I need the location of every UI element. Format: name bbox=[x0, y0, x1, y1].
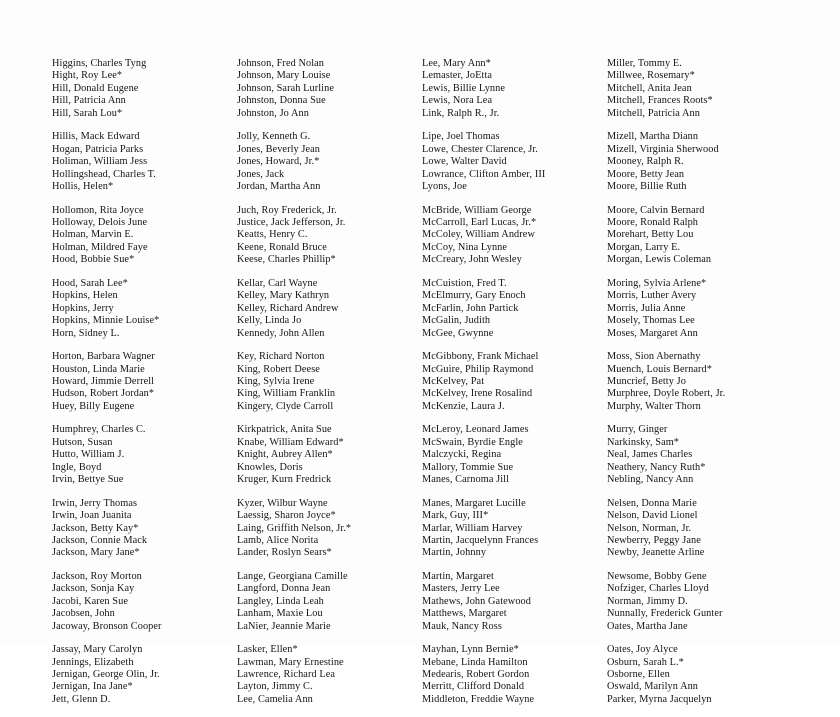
name-group bbox=[52, 498, 237, 560]
name-group bbox=[237, 58, 422, 120]
name-group bbox=[607, 571, 792, 633]
name-group bbox=[422, 571, 607, 633]
list-item: Murry, Ginger bbox=[607, 424, 668, 436]
list-item: Lawrence, Richard Lea bbox=[237, 669, 336, 681]
list-item: Jones, Howard, Jr.* bbox=[237, 156, 320, 168]
list-item: Knight, Aubrey Allen* bbox=[237, 449, 333, 461]
list-item: Hopkins, Helen bbox=[52, 290, 118, 302]
list-item: Horton, Barbara Wagner bbox=[52, 351, 155, 363]
list-item: Morris, Luther Avery bbox=[607, 290, 697, 302]
list-item: Middleton, Freddie Wayne bbox=[422, 693, 535, 705]
list-item: Moring, Sylvia Arlene* bbox=[607, 277, 707, 289]
list-item: McGuire, Philip Raymond bbox=[422, 363, 534, 375]
list-item: Nelson, Norman, Jr. bbox=[607, 522, 692, 534]
list-item: McKelvey, Pat bbox=[422, 375, 485, 387]
list-item: Nelsen, Donna Marie bbox=[607, 497, 697, 509]
list-item: Nunnally, Frederick Gunter bbox=[607, 608, 723, 620]
list-item: Nofziger, Charles Lloyd bbox=[607, 583, 709, 595]
list-item: Lipe, Joel Thomas bbox=[422, 131, 500, 143]
name-group bbox=[237, 278, 422, 340]
list-item: Lander, Roslyn Sears* bbox=[237, 547, 332, 559]
list-item: McCreary, John Wesley bbox=[422, 254, 522, 266]
name-column-1 bbox=[52, 58, 237, 717]
list-item: Hutson, Susan bbox=[52, 436, 113, 448]
list-item: McFarlin, John Partick bbox=[422, 302, 519, 314]
list-item: Lyons, Joe bbox=[422, 181, 467, 193]
list-item: Lewis, Nora Lea bbox=[422, 95, 493, 107]
name-group bbox=[607, 498, 792, 560]
list-item: Mayhan, Lynn Bernie* bbox=[422, 644, 519, 656]
list-item: Moore, Billie Ruth bbox=[607, 181, 687, 193]
list-item: Moore, Ronald Ralph bbox=[607, 216, 699, 228]
list-item: Holman, Mildred Faye bbox=[52, 241, 148, 253]
list-item: Moore, Calvin Bernard bbox=[607, 204, 705, 216]
list-item: Mosely, Thomas Lee bbox=[607, 315, 695, 327]
list-item: Jacoway, Bronson Cooper bbox=[52, 620, 162, 632]
list-item: Lemaster, JoEtta bbox=[422, 70, 493, 82]
list-item: Neathery, Nancy Ruth* bbox=[607, 461, 706, 473]
list-item: Parker, Myrna Jacquelyn bbox=[607, 693, 712, 705]
list-item: Medearis, Robert Gordon bbox=[422, 669, 530, 681]
name-group bbox=[607, 351, 792, 413]
list-item: Newberry, Peggy Jane bbox=[607, 534, 701, 546]
name-group bbox=[52, 351, 237, 413]
list-item: Hillis, Mack Edward bbox=[52, 131, 140, 143]
list-item: Humphrey, Charles C. bbox=[52, 424, 146, 436]
list-item: Hill, Patricia Ann bbox=[52, 95, 126, 107]
list-item: Knowles, Doris bbox=[237, 461, 303, 473]
list-item: Mark, Guy, III* bbox=[422, 510, 489, 522]
list-item: Knabe, William Edward* bbox=[237, 436, 344, 448]
list-item: Nelson, David Lionel bbox=[607, 510, 698, 522]
list-item: Jennings, Elizabeth bbox=[52, 656, 134, 668]
list-item: Martin, Margaret bbox=[422, 570, 495, 582]
list-item: Jones, Jack bbox=[237, 168, 285, 180]
list-item: Hutto, William J. bbox=[52, 449, 125, 461]
list-item: Hudson, Robert Jordan* bbox=[52, 388, 155, 400]
list-item: McGibbony, Frank Michael bbox=[422, 351, 539, 363]
list-item: Houston, Linda Marie bbox=[52, 363, 145, 375]
list-item: Mooney, Ralph R. bbox=[607, 156, 684, 168]
list-item: Ingle, Boyd bbox=[52, 461, 102, 473]
list-item: Hollomon, Rita Joyce bbox=[52, 204, 144, 216]
list-item: Layton, Jimmy C. bbox=[237, 681, 313, 693]
list-item: Lawman, Mary Ernestine bbox=[237, 656, 344, 668]
list-item: Lowe, Chester Clarence, Jr. bbox=[422, 143, 538, 155]
list-item: Jackson, Betty Kay* bbox=[52, 522, 139, 534]
list-item: Hood, Bobbie Sue* bbox=[52, 254, 135, 266]
list-item: McColey, William Andrew bbox=[422, 229, 535, 241]
name-group bbox=[52, 58, 237, 120]
name-group bbox=[52, 205, 237, 267]
name-group bbox=[607, 644, 792, 706]
list-item: LaNier, Jeannie Marie bbox=[237, 620, 331, 632]
name-index-columns bbox=[52, 58, 792, 717]
list-item: Horn, Sidney L. bbox=[52, 327, 120, 339]
list-item: Lowrance, Clifton Amber, III bbox=[422, 168, 546, 180]
list-item: King, William Franklin bbox=[237, 388, 336, 400]
name-group bbox=[52, 424, 237, 486]
list-item: Morris, Julia Anne bbox=[607, 302, 686, 314]
list-item: Mitchell, Patricia Ann bbox=[607, 107, 700, 119]
list-item: Kellar, Carl Wayne bbox=[237, 277, 318, 289]
list-item: Hopkins, Jerry bbox=[52, 302, 114, 314]
list-item: Morgan, Larry E. bbox=[607, 241, 681, 253]
list-item: Nebling, Nancy Ann bbox=[607, 474, 694, 486]
list-item: Juch, Roy Frederick, Jr. bbox=[237, 204, 337, 216]
list-item: Mizell, Virginia Sherwood bbox=[607, 143, 719, 155]
list-item: Laessig, Sharon Joyce* bbox=[237, 510, 336, 522]
name-group bbox=[237, 424, 422, 486]
list-item: Kyzer, Wilbur Wayne bbox=[237, 497, 328, 509]
list-item: Mauk, Nancy Ross bbox=[422, 620, 502, 632]
list-item: Link, Ralph R., Jr. bbox=[422, 107, 500, 119]
name-group bbox=[607, 205, 792, 267]
list-item: Langley, Linda Leah bbox=[237, 595, 324, 607]
list-item: McGee, Gwynne bbox=[422, 327, 494, 339]
list-item: Jordan, Martha Ann bbox=[237, 181, 321, 193]
list-item: Johnson, Fred Nolan bbox=[237, 58, 325, 69]
name-group bbox=[237, 351, 422, 413]
list-item: McCarroll, Earl Lucas, Jr.* bbox=[422, 216, 537, 228]
list-item: Millwee, Rosemary* bbox=[607, 70, 695, 82]
list-item: Jones, Beverly Jean bbox=[237, 143, 321, 155]
list-item: Kelley, Mary Kathryn bbox=[237, 290, 330, 302]
list-item: Hollingshead, Charles T. bbox=[52, 168, 156, 180]
name-group bbox=[422, 131, 607, 193]
list-item: Neal, James Charles bbox=[607, 449, 693, 461]
name-group bbox=[237, 571, 422, 633]
list-item: Murphy, Walter Thorn bbox=[607, 400, 701, 412]
list-item: McCuistion, Fred T. bbox=[422, 277, 507, 289]
list-item: Martin, Johnny bbox=[422, 547, 487, 559]
list-item: Miller, Tommy E. bbox=[607, 58, 682, 69]
list-item: Irwin, Joan Juanita bbox=[52, 510, 132, 522]
list-item: King, Sylvia Irene bbox=[237, 375, 315, 387]
name-column-4 bbox=[607, 58, 792, 717]
list-item: Oates, Martha Jane bbox=[607, 620, 688, 632]
list-item: Jackson, Mary Jane* bbox=[52, 547, 140, 559]
name-group bbox=[52, 131, 237, 193]
list-item: McSwain, Byrdie Engle bbox=[422, 436, 523, 448]
list-item: Lee, Mary Ann* bbox=[422, 58, 491, 69]
list-item: Holman, Marvin E. bbox=[52, 229, 134, 241]
list-item: Moore, Betty Jean bbox=[607, 168, 685, 180]
list-item: Kruger, Kurn Fredrick bbox=[237, 474, 332, 486]
list-item: Manes, Margaret Lucille bbox=[422, 497, 526, 509]
list-item: Kelley, Richard Andrew bbox=[237, 302, 339, 314]
list-item: Jernigan, Ina Jane* bbox=[52, 681, 133, 693]
list-item: Hopkins, Minnie Louise* bbox=[52, 315, 160, 327]
list-item: Manes, Carnoma Jill bbox=[422, 474, 510, 486]
list-item: Keatts, Henry C. bbox=[237, 229, 308, 241]
list-item: Moses, Margaret Ann bbox=[607, 327, 698, 339]
list-item: Lange, Georgiana Camille bbox=[237, 570, 348, 582]
list-item: Johnson, Mary Louise bbox=[237, 70, 331, 82]
list-item: Morgan, Lewis Coleman bbox=[607, 254, 712, 266]
list-item: Justice, Jack Jefferson, Jr. bbox=[237, 216, 346, 228]
list-item: Holiman, William Jess bbox=[52, 156, 148, 168]
list-item: Newby, Jeanette Arline bbox=[607, 547, 705, 559]
name-group bbox=[422, 424, 607, 486]
list-item: McCoy, Nina Lynne bbox=[422, 241, 508, 253]
list-item: Howard, Jimmie Derrell bbox=[52, 375, 155, 387]
list-item: Murphree, Doyle Robert, Jr. bbox=[607, 388, 726, 400]
list-item: McBride, William George bbox=[422, 204, 532, 216]
list-item: Mizell, Martha Diann bbox=[607, 131, 699, 143]
list-item: Moss, Sion Abernathy bbox=[607, 351, 701, 363]
list-item: Matthews, Margaret bbox=[422, 608, 507, 620]
list-item: Jackson, Connie Mack bbox=[52, 534, 148, 546]
list-item: Irwin, Jerry Thomas bbox=[52, 497, 138, 509]
list-item: Norman, Jimmy D. bbox=[607, 595, 688, 607]
name-group bbox=[52, 278, 237, 340]
list-item: Lamb, Alice Norita bbox=[237, 534, 319, 546]
list-item: Oates, Joy Alyce bbox=[607, 644, 678, 656]
list-item: Muench, Louis Bernard* bbox=[607, 363, 712, 375]
list-item: Langford, Donna Jean bbox=[237, 583, 331, 595]
name-group bbox=[607, 424, 792, 486]
name-group bbox=[237, 205, 422, 267]
list-item: Huey, Billy Eugene bbox=[52, 400, 135, 412]
list-item: Mallory, Tommie Sue bbox=[422, 461, 514, 473]
list-item: Key, Richard Norton bbox=[237, 351, 325, 363]
list-item: Kingery, Clyde Carroll bbox=[237, 400, 334, 412]
list-item: Lewis, Billie Lynne bbox=[422, 82, 506, 94]
list-item: Martin, Jacquelynn Frances bbox=[422, 534, 539, 546]
list-item: Masters, Jerry Lee bbox=[422, 583, 500, 595]
list-item: Lee, Camelia Ann bbox=[237, 693, 313, 705]
list-item: McLeroy, Leonard James bbox=[422, 424, 529, 436]
list-item: Osborne, Ellen bbox=[607, 669, 670, 681]
list-item: Laing, Griffith Nelson, Jr.* bbox=[237, 522, 352, 534]
list-item: Jackson, Sonja Kay bbox=[52, 583, 135, 595]
list-item: Jassay, Mary Carolyn bbox=[52, 644, 143, 656]
list-item: Kirkpatrick, Anita Sue bbox=[237, 424, 332, 436]
list-item: Lanham, Maxie Lou bbox=[237, 608, 323, 620]
list-item: Hollis, Helen* bbox=[52, 181, 114, 193]
list-item: Johnston, Jo Ann bbox=[237, 107, 309, 119]
list-item: McElmurry, Gary Enoch bbox=[422, 290, 526, 302]
list-item: Muncrief, Betty Jo bbox=[607, 375, 686, 387]
list-item: Lowe, Walter David bbox=[422, 156, 507, 168]
list-item: Osburn, Sarah L.* bbox=[607, 656, 684, 668]
list-item: Hood, Sarah Lee* bbox=[52, 277, 128, 289]
list-item: Newsome, Bobby Gene bbox=[607, 570, 707, 582]
list-item: Narkinsky, Sam* bbox=[607, 436, 680, 448]
name-group bbox=[52, 644, 237, 706]
list-item: Morehart, Betty Lou bbox=[607, 229, 694, 241]
name-group bbox=[52, 571, 237, 633]
name-group bbox=[422, 644, 607, 706]
name-group bbox=[607, 58, 792, 120]
list-item: McGalin, Judith bbox=[422, 315, 491, 327]
list-item: Mathews, John Gatewood bbox=[422, 595, 532, 607]
name-group bbox=[422, 58, 607, 120]
list-item: Johnston, Donna Sue bbox=[237, 95, 326, 107]
list-item: Mebane, Linda Hamilton bbox=[422, 656, 528, 668]
name-group bbox=[237, 644, 422, 706]
name-group bbox=[422, 498, 607, 560]
name-group bbox=[607, 278, 792, 340]
list-item: Oswald, Marilyn Ann bbox=[607, 681, 699, 693]
list-item: Malczycki, Regina bbox=[422, 449, 502, 461]
list-item: Johnson, Sarah Lurline bbox=[237, 82, 334, 94]
list-item: Hill, Sarah Lou* bbox=[52, 107, 123, 119]
name-column-2 bbox=[237, 58, 422, 717]
list-item: Irvin, Bettye Sue bbox=[52, 474, 124, 486]
list-item: Jett, Glenn D. bbox=[52, 693, 111, 705]
name-column-3 bbox=[422, 58, 607, 717]
list-item: McKenzie, Laura J. bbox=[422, 400, 505, 412]
list-item: Hill, Donald Eugene bbox=[52, 82, 139, 94]
list-item: Kelly, Linda Jo bbox=[237, 315, 302, 327]
list-item: Keese, Charles Phillip* bbox=[237, 254, 336, 266]
name-group bbox=[607, 131, 792, 193]
list-item: Merritt, Clifford Donald bbox=[422, 681, 525, 693]
name-group bbox=[422, 205, 607, 267]
list-item: Mitchell, Frances Roots* bbox=[607, 95, 713, 107]
list-item: Jacobi, Karen Sue bbox=[52, 595, 128, 607]
list-item: Holloway, Delois June bbox=[52, 216, 148, 228]
list-item: Jacobsen, John bbox=[52, 608, 115, 620]
name-group bbox=[237, 498, 422, 560]
list-item: Hogan, Patricia Parks bbox=[52, 143, 144, 155]
list-item: Jackson, Roy Morton bbox=[52, 570, 142, 582]
list-item: Marlar, William Harvey bbox=[422, 522, 523, 534]
list-item: Keene, Ronald Bruce bbox=[237, 241, 327, 253]
list-item: Higgins, Charles Tyng bbox=[52, 58, 147, 69]
list-item: Lasker, Ellen* bbox=[237, 644, 298, 656]
list-item: Hight, Roy Lee* bbox=[52, 70, 123, 82]
list-item: King, Robert Deese bbox=[237, 363, 320, 375]
name-group bbox=[422, 351, 607, 413]
name-group bbox=[237, 131, 422, 193]
list-item: Jolly, Kenneth G. bbox=[237, 131, 311, 143]
list-item: Kennedy, John Allen bbox=[237, 327, 325, 339]
list-item: Mitchell, Anita Jean bbox=[607, 82, 692, 94]
name-group bbox=[422, 278, 607, 340]
list-item: Jernigan, George Olin, Jr. bbox=[52, 669, 160, 681]
list-item: McKelvey, Irene Rosalind bbox=[422, 388, 533, 400]
